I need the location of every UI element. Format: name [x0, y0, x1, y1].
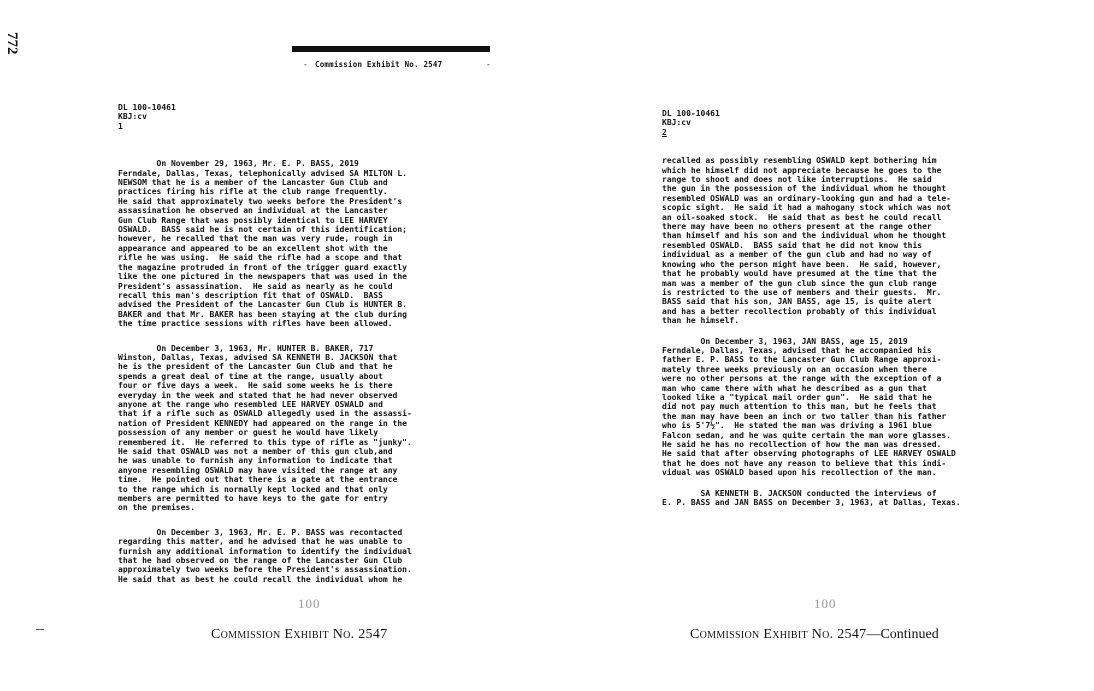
text-line: looked like a "typical mail order gun". He said that he [662, 392, 932, 402]
paragraph [662, 337, 1002, 478]
left-page [118, 103, 498, 584]
text-line: that he does not have any reason to believe that this indi- [662, 458, 947, 468]
text-line: resembled OSWALD. BASS said that he did not know this [662, 240, 923, 250]
text-line: resembled OSWALD was an ordinary-looking gun and had a tele- [662, 193, 951, 203]
text-line: there may have been no others present at the range other [662, 222, 932, 232]
text-line: however, he recalled that the man was very rude, rough in [118, 234, 393, 244]
text-line: knowing who the person might have been. He said, however, [662, 259, 942, 269]
text-line: approximately two weeks before the President's assassination. [118, 565, 412, 575]
text-line: Winston, Dallas, Texas, advised SA KENNETH B. JACKSON that [118, 352, 398, 362]
initials: KBJ:cv [662, 118, 691, 128]
file-number: DL 100-10461 [118, 103, 176, 112]
text-line: advised the President of the Lancaster Gun Club is HUNTER B. [118, 300, 407, 310]
file-number: DL 100-10461 [662, 109, 720, 118]
text-line: man who came there with what he described as a gun that [662, 383, 927, 393]
text-line: that he had observed on the range of the Lancaster Gun Club [118, 556, 403, 566]
text-line: NEWSOM that he is a member of the Lancaster Gun Club and [118, 178, 388, 188]
text-line: an oil-soaked stock. He said that as best he could recall [662, 212, 942, 222]
text-line: remembered it. He referred to this type of rifle as "junky". [118, 437, 412, 447]
text-line: practices firing his rifle at the club range frequently. [118, 187, 388, 197]
text-line: which he himself did not appreciate because he goes to the [662, 165, 942, 175]
page-index: 2 [662, 127, 667, 137]
text-line: range to shoot and does not like interruptions. He said [662, 175, 932, 185]
text-line: than he himself. [662, 316, 740, 326]
text-line: and has a better recollection probably of this individual [662, 306, 937, 316]
text-line: E. P. BASS and JAN BASS on December 3, 1963, at Dallas, Texas. [662, 498, 961, 508]
text-line: BAKER and that Mr. BAKER has been staying at the club during [118, 309, 407, 319]
header-bar [292, 46, 490, 52]
text-line: He said that approximately two weeks before the President's [118, 196, 403, 206]
text-line: On December 3, 1963, Mr. E. P. BASS was recontacted [118, 527, 403, 537]
text-line: to the range which is normally kept locked and that only [118, 484, 388, 494]
text-line: vidual was OSWALD based upon his recollection of the man. [662, 468, 937, 478]
text-line: members are permitted to have keys to the gate for entry [118, 494, 388, 504]
text-line: SA KENNETH B. JACKSON conducted the interviews of [662, 488, 937, 498]
text-line: that if a rifle such as OSWALD allegedly used in the assassi- [118, 409, 412, 419]
text-line: He said that as best he could recall the individual whom he [118, 574, 403, 584]
exhibit-caption-continued: Commission Exhibit No. 2547—Continued [690, 627, 939, 642]
text-line: scopic sight. He said it had a mahogany stock which was not [662, 203, 951, 213]
text-line: Gun Club Range that was possibly identical to LEE HARVEY [118, 215, 388, 225]
text-line: four or five days a week. He said some weeks he is there [118, 381, 393, 391]
text-line: man was a member of the gun club since the gun club range [662, 278, 937, 288]
text-line: furnish any additional information to identify the individual [118, 546, 412, 556]
header-dash-right: - [486, 60, 491, 69]
text-line: that he probably would have presumed at the time that the [662, 269, 937, 279]
text-line: spends a great deal of time at the range, usually about [118, 371, 383, 381]
paragraph [662, 156, 1002, 325]
margin-tick [36, 629, 44, 630]
text-line: he was unable to furnish any information to indicate that [118, 456, 393, 466]
initials: KBJ:cv [118, 112, 147, 122]
text-line: rifle he was using. He said the rifle had a scope and that [118, 253, 403, 263]
text-line: anyone at the range who resembled LEE HARVEY OSWALD and [118, 399, 383, 409]
text-line: Ferndale, Dallas, Texas, advised that he accompanied his [662, 345, 932, 355]
text-line: nation of President KENNEDY had appeared on the range in the [118, 418, 407, 428]
text-line: On December 3, 1963, JAN BASS, age 15, 2019 [662, 336, 908, 346]
text-line: is restricted to the use of members and their guests. Mr. [662, 287, 942, 297]
text-line: On November 29, 1963, Mr. E. P. BASS, 2019 [118, 159, 359, 169]
paragraph [662, 489, 1002, 508]
exhibit-caption: Commission Exhibit No. 2547 [211, 627, 388, 642]
text-line: mately three weeks previously on an occasion when there [662, 364, 927, 374]
text-line: He said he has no recollection of how the man was dressed. [662, 440, 942, 449]
text-line: individual as a member of the gun club and had no way of [662, 250, 932, 260]
text-line: everyday in the week and stated that he had never observed [118, 390, 398, 400]
text-line: who is 5'7½". He stated the man was driving a 1961 blue [662, 421, 932, 431]
exhibit-stamp: Commission Exhibit No. 2547 [315, 60, 443, 69]
page-number: 772 [4, 32, 20, 55]
text-line: BASS said that his son, JAN BASS, age 15, is quite alert [662, 297, 932, 307]
text-line: the magazine protruded in front of the trigger guard exactly [118, 262, 407, 272]
page-index: 1 [118, 121, 123, 131]
text-line: were no other persons at the range with the exception of a [662, 374, 942, 384]
text-line: like the one pictured in the newspapers that was used in the [118, 272, 407, 282]
text-line: appearance and appeared to be an excellent shot with the [118, 243, 388, 253]
text-line: the time practice sessions with rifles have been allowed. [118, 319, 393, 329]
text-line: anyone resembling OSWALD may have visited the range at any [118, 465, 398, 475]
text-line: recall this man's description fit that of OSWALD. BASS [118, 290, 383, 300]
paragraph [118, 159, 498, 328]
text-line: on the premises. [118, 503, 196, 513]
archive-mark: 100 [298, 596, 321, 611]
paragraph [118, 344, 498, 513]
archive-mark: 100 [814, 596, 837, 611]
text-line: recalled as possibly resembling OSWALD kept bothering him [662, 156, 937, 166]
text-line: assassination he observed an individual at the Lancaster [118, 206, 388, 216]
text-line: OSWALD. BASS said he is not certain of this identification; [118, 225, 407, 235]
text-line: He said that after observing photographs of LEE HARVEY OSWALD [662, 449, 956, 459]
text-line: He said that OSWALD was not a member of this gun club,and [118, 447, 393, 456]
text-line: the man may have been an inch or two taller than his father [662, 411, 947, 421]
text-line: possession of any member or guest he would have likely [118, 428, 379, 438]
header-dash-left: - [303, 60, 308, 69]
text-line: did not pay much attention to this man, but he feels that [662, 402, 937, 412]
text-line: Ferndale, Dallas, Texas, telephonically advised SA MILTON L. [118, 168, 407, 178]
right-page [662, 109, 1002, 507]
text-line: he is the president of the Lancaster Gun Club and that he [118, 362, 393, 372]
text-line: President's assassination. He said as nearly as he could [118, 281, 393, 291]
text-line: time. He pointed out that there is a gate at the entrance [118, 475, 398, 485]
text-line: Falcon sedan, and he was quite certain the man wore glasses. [662, 430, 951, 440]
text-line: than himself and his son and the individual whom he thought [662, 231, 947, 241]
text-line: the gun in the possession of the individual whom he thought [662, 184, 947, 194]
paragraph [118, 528, 498, 584]
text-line: On December 3, 1963, Mr. HUNTER B. BAKER, 717 [118, 343, 374, 353]
text-line: regarding this matter, and he advised that he was unable to [118, 537, 403, 547]
text-line: father E. P. BASS to the Lancaster Gun Club Range approxi- [662, 355, 942, 365]
